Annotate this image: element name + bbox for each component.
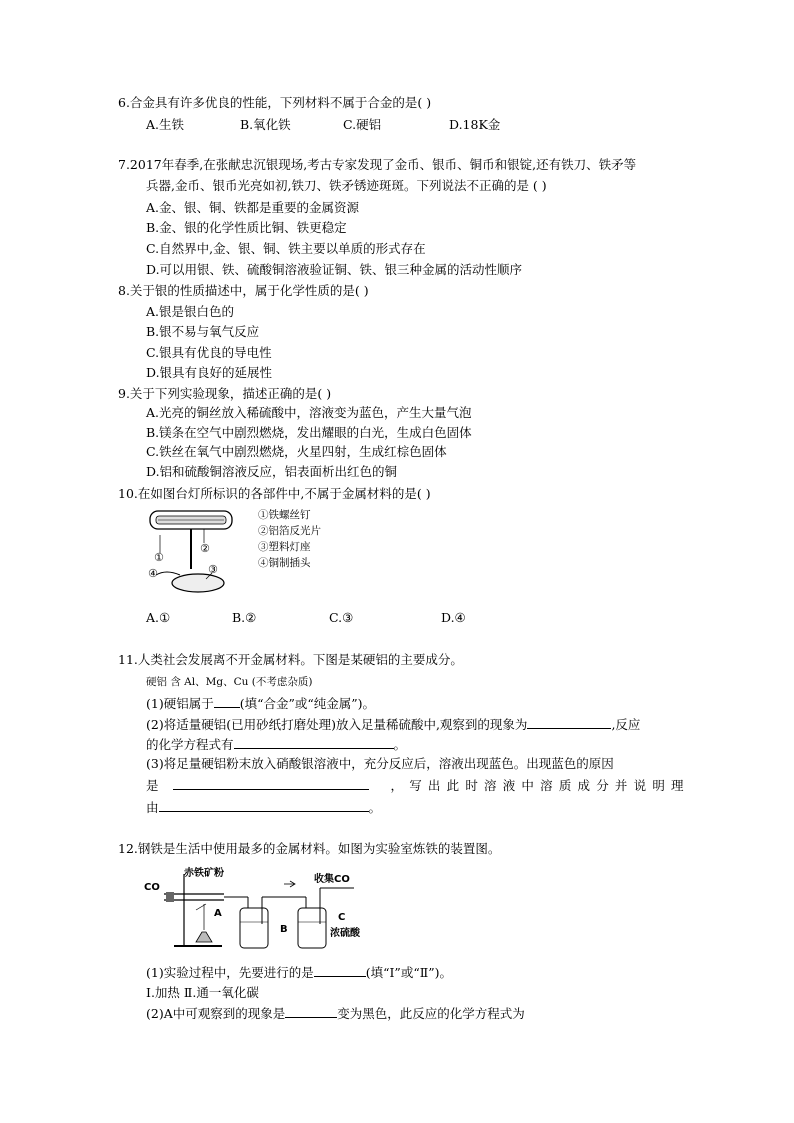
q11-part3-is: 是	[146, 778, 159, 793]
lamp-mark-4: ④	[148, 567, 158, 580]
q11-part3-reason: 由	[146, 800, 159, 815]
q7-stem-line1: 7.2017年春季,在张献忠沉银现场,考古专家发现了金币、银币、铜币和银锭,还有铁刀、铁矛等	[118, 157, 637, 172]
q6-option-c: C.硬铝	[343, 117, 382, 132]
q7-option-b: B.金、银的化学性质比铜、铁更稳定	[146, 220, 347, 235]
q9-stem: 9.关于下列实验现象，描述正确的是( )	[118, 386, 332, 401]
q11-answer-blank-1[interactable]	[214, 695, 240, 708]
q12-part1-suffix: (填“Ⅰ”或“Ⅱ”)。	[365, 965, 452, 980]
lamp-label-1: ①铁螺丝钉	[258, 509, 311, 521]
q8-option-d: D.银具有良好的延展性	[146, 365, 273, 380]
apparatus-acid-label: 浓硫酸	[330, 928, 360, 939]
q11-equation-end: 。	[393, 737, 407, 752]
desk-lamp-figure	[146, 505, 446, 600]
q11-answer-blank-3[interactable]	[234, 736, 394, 749]
q11-answer-blank-4[interactable]	[173, 777, 369, 790]
q12-part1-choices: Ⅰ.加热 Ⅱ.通一氧化碳	[146, 985, 259, 1000]
q9-option-b: B.镁条在空气中剧烈燃烧，发出耀眼的白光，生成白色固体	[146, 425, 472, 440]
q6-option-a: A.生铁	[146, 117, 185, 132]
iron-smelting-apparatus-figure	[144, 864, 374, 954]
lamp-label-4: ④铜制插头	[258, 557, 311, 569]
q11-part1-prefix: (1)硬铝属于	[146, 696, 214, 711]
q10-option-b: B.②	[232, 610, 257, 625]
apparatus-b-label: B	[280, 924, 288, 935]
lamp-label-3: ③塑料灯座	[258, 541, 311, 553]
q11-part3-end: 。	[368, 800, 382, 815]
q12-stem: 12.钢铁是生活中使用最多的金属材料。如图为实验室炼铁的装置图。	[118, 841, 501, 856]
apparatus-co-label: CO	[144, 882, 160, 893]
q8-stem: 8.关于银的性质描述中，属于化学性质的是( )	[118, 283, 369, 298]
q11-stem: 11.人类社会发展离不开金属材料。下图是某硬铝的主要成分。	[118, 652, 463, 667]
q8-option-c: C.银具有优良的导电性	[146, 345, 272, 360]
lamp-mark-1: ①	[154, 551, 164, 564]
q6-option-b: B.氧化铁	[240, 117, 291, 132]
q9-option-c: C.铁丝在氧气中剧烈燃烧，火星四射，生成红棕色固体	[146, 444, 447, 459]
apparatus-ore-label: 赤铁矿粉	[184, 868, 224, 879]
q12-part2	[146, 1005, 525, 1022]
q10-option-c: C.③	[329, 610, 354, 625]
lamp-label-2: ②铝箔反光片	[258, 525, 321, 537]
q11-answer-blank-2[interactable]	[527, 716, 611, 729]
q12-part2-prefix: (2)A中可观察到的现象是	[146, 1006, 286, 1021]
q7-stem-line2: 兵器,金币、银币光亮如初,铁刀、铁矛锈迹斑斑。下列说法不正确的是 ( )	[146, 178, 547, 193]
q11-part3-line3	[146, 799, 381, 816]
q11-part3-line1: (3)将足量硬铝粉末放入硝酸银溶液中，充分反应后，溶液出现蓝色。出现蓝色的原因	[146, 756, 614, 771]
q11-answer-blank-5[interactable]	[159, 799, 369, 812]
q7-option-d: D.可以用银、铁、硫酸铜溶液验证铜、铁、银三种金属的活动性顺序	[146, 262, 523, 277]
q11-part2-equation	[146, 736, 406, 753]
q9-option-a: A.光亮的铜丝放入稀硫酸中，溶液变为蓝色，产生大量气泡	[146, 405, 472, 420]
q11-composition: 硬铝 含 Al、Mg、Cu (不考虑杂质)	[146, 676, 313, 688]
q10-option-a: A.①	[146, 610, 171, 625]
q11-part3-line2	[146, 777, 690, 794]
q6-option-d: D.18K金	[449, 117, 501, 132]
q7-option-c: C.自然界中,金、银、铜、铁主要以单质的形式存在	[146, 241, 426, 256]
apparatus-collect-label: 收集CO	[314, 874, 350, 885]
q11-part1	[146, 695, 375, 712]
q9-option-d: D.铝和硫酸铜溶液反应，铝表面析出红色的铜	[146, 464, 398, 479]
q12-answer-blank-2[interactable]	[285, 1005, 337, 1018]
iron-smelting-apparatus-drawing	[144, 864, 374, 954]
q10-stem: 10.在如图台灯所标识的各部件中,不属于金属材料的是( )	[118, 486, 431, 501]
q7-option-a: A.金、银、铜、铁都是重要的金属资源	[146, 200, 360, 215]
q11-equation-label: 的化学方程式有	[146, 737, 234, 752]
lamp-mark-2: ②	[200, 542, 210, 555]
q6-stem: 6.合金具有许多优良的性能，下列材料不属于合金的是( )	[118, 95, 432, 110]
q12-answer-blank-1[interactable]	[314, 964, 366, 977]
apparatus-c-label: C	[338, 912, 346, 923]
q11-part3-write: ，写出此时溶液中溶质成分并说明理	[390, 778, 690, 793]
q11-part2	[146, 716, 640, 733]
lamp-mark-3: ③	[208, 563, 218, 576]
q8-option-a: A.银是银白色的	[146, 304, 235, 319]
q10-option-d: D.④	[441, 610, 466, 625]
q12-part2-suffix: 变为黑色，此反应的化学方程式为	[337, 1006, 525, 1021]
q11-part2-prefix: (2)将适量硬铝(已用砂纸打磨处理)放入足量稀硫酸中,观察到的现象为	[146, 717, 528, 732]
apparatus-a-label: A	[214, 908, 222, 919]
q8-option-b: B.银不易与氧气反应	[146, 324, 260, 339]
q11-part2-suffix: ,反应	[611, 717, 641, 732]
q12-part1-prefix: (1)实验过程中，先要进行的是	[146, 965, 314, 980]
q11-part1-suffix: (填“合金”或“纯金属”)。	[239, 696, 376, 711]
q12-part1	[146, 964, 452, 981]
